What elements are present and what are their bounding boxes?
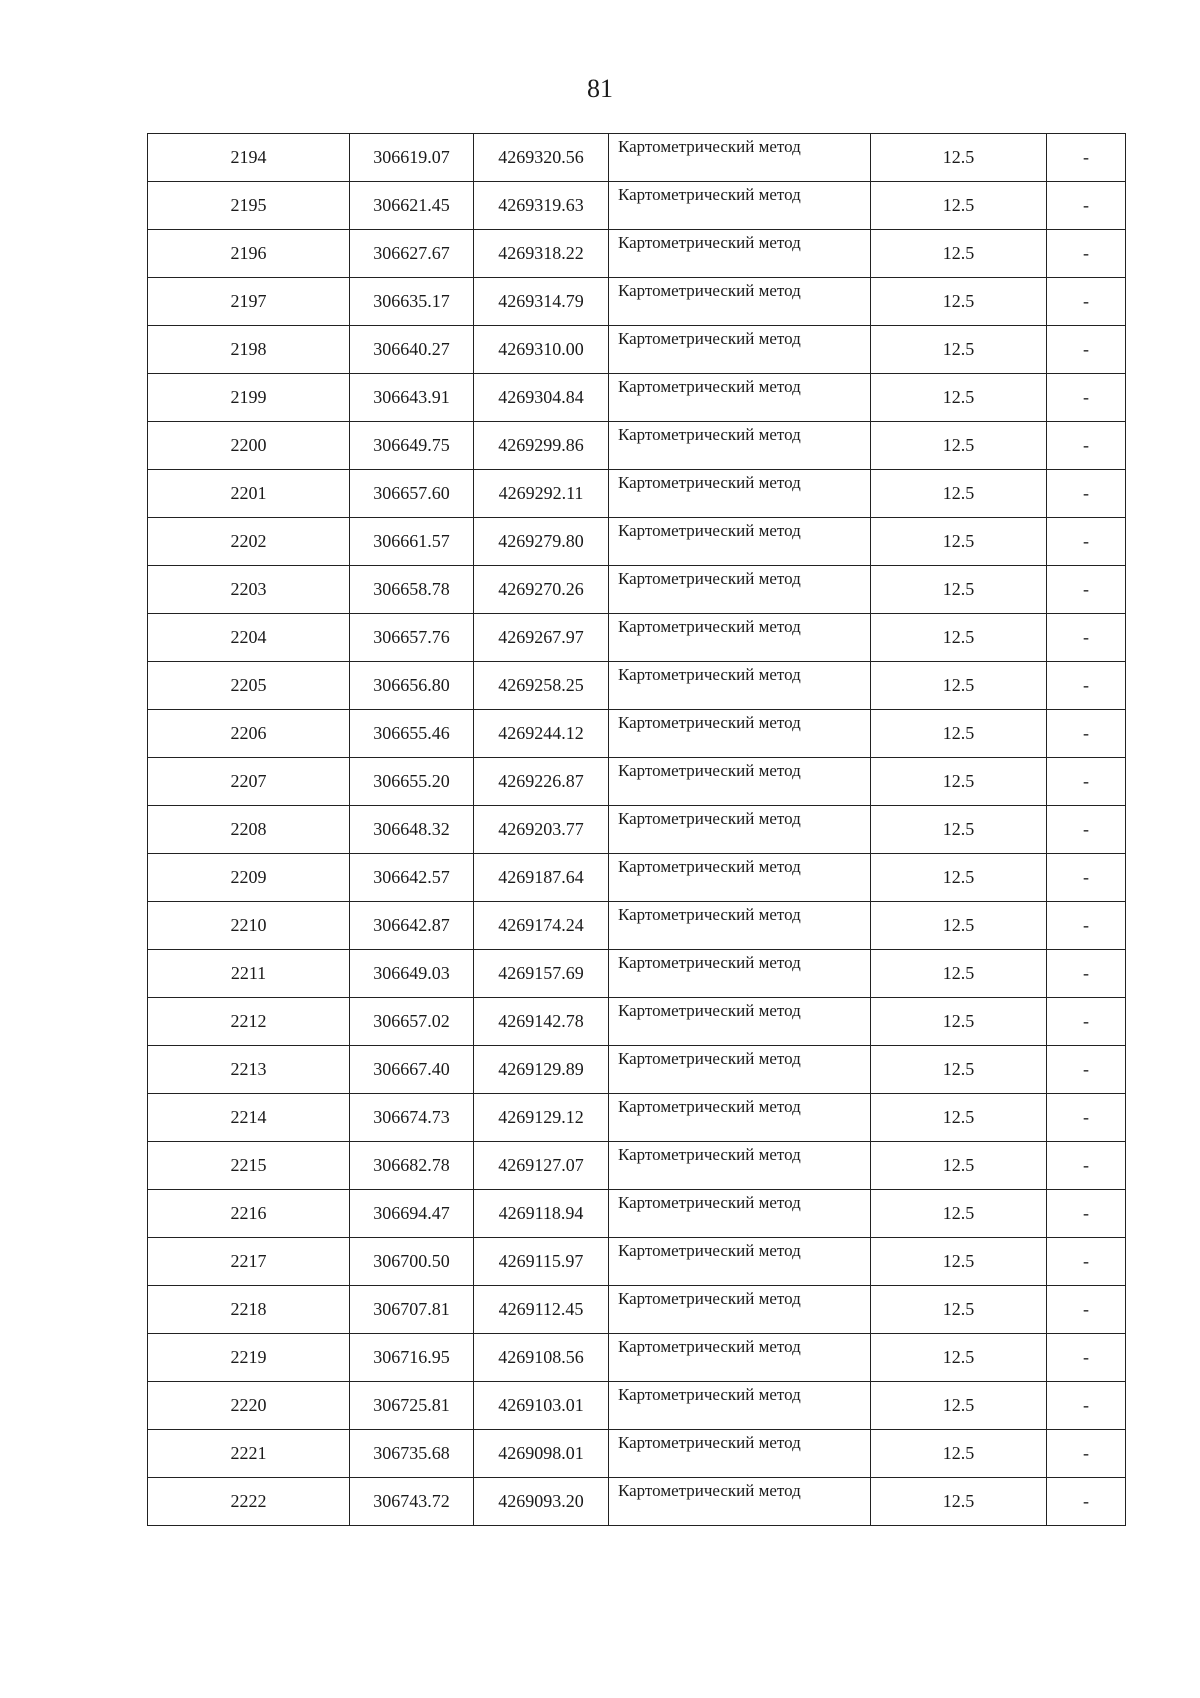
method-cell: Картометрический метод (609, 326, 871, 374)
y-coordinate-cell: 4269292.11 (474, 470, 609, 518)
accuracy-cell: 12.5 (871, 134, 1047, 182)
accuracy-cell: 12.5 (871, 422, 1047, 470)
accuracy-cell: 12.5 (871, 614, 1047, 662)
y-coordinate-cell: 4269314.79 (474, 278, 609, 326)
method-cell: Картометрический метод (609, 1478, 871, 1526)
point-number-cell: 2206 (148, 710, 350, 758)
point-number-cell: 2218 (148, 1286, 350, 1334)
y-coordinate-cell: 4269299.86 (474, 422, 609, 470)
point-number-cell: 2221 (148, 1430, 350, 1478)
x-coordinate-cell: 306716.95 (350, 1334, 474, 1382)
accuracy-cell: 12.5 (871, 758, 1047, 806)
point-number-cell: 2211 (148, 950, 350, 998)
point-number-cell: 2198 (148, 326, 350, 374)
y-coordinate-cell: 4269127.07 (474, 1142, 609, 1190)
note-cell: - (1047, 854, 1126, 902)
accuracy-cell: 12.5 (871, 470, 1047, 518)
note-cell: - (1047, 566, 1126, 614)
note-cell: - (1047, 134, 1126, 182)
note-cell: - (1047, 1382, 1126, 1430)
x-coordinate-cell: 306657.02 (350, 998, 474, 1046)
x-coordinate-cell: 306674.73 (350, 1094, 474, 1142)
method-cell: Картометрический метод (609, 1430, 871, 1478)
x-coordinate-cell: 306682.78 (350, 1142, 474, 1190)
point-number-cell: 2195 (148, 182, 350, 230)
x-coordinate-cell: 306656.80 (350, 662, 474, 710)
y-coordinate-cell: 4269129.12 (474, 1094, 609, 1142)
note-cell: - (1047, 1286, 1126, 1334)
y-coordinate-cell: 4269118.94 (474, 1190, 609, 1238)
x-coordinate-cell: 306743.72 (350, 1478, 474, 1526)
y-coordinate-cell: 4269304.84 (474, 374, 609, 422)
x-coordinate-cell: 306649.75 (350, 422, 474, 470)
accuracy-cell: 12.5 (871, 1046, 1047, 1094)
method-cell: Картометрический метод (609, 566, 871, 614)
method-cell: Картометрический метод (609, 374, 871, 422)
table-row (148, 470, 1126, 518)
method-cell: Картометрический метод (609, 1382, 871, 1430)
point-number-cell: 2213 (148, 1046, 350, 1094)
accuracy-cell: 12.5 (871, 1094, 1047, 1142)
table-row (148, 950, 1126, 998)
method-cell: Картометрический метод (609, 614, 871, 662)
note-cell: - (1047, 422, 1126, 470)
point-number-cell: 2216 (148, 1190, 350, 1238)
table-row (148, 422, 1126, 470)
note-cell: - (1047, 1046, 1126, 1094)
accuracy-cell: 12.5 (871, 1286, 1047, 1334)
x-coordinate-cell: 306700.50 (350, 1238, 474, 1286)
method-cell: Картометрический метод (609, 1046, 871, 1094)
method-cell: Картометрический метод (609, 1142, 871, 1190)
y-coordinate-cell: 4269270.26 (474, 566, 609, 614)
accuracy-cell: 12.5 (871, 518, 1047, 566)
method-cell: Картометрический метод (609, 422, 871, 470)
table-row (148, 1190, 1126, 1238)
point-number-cell: 2203 (148, 566, 350, 614)
method-cell: Картометрический метод (609, 1190, 871, 1238)
method-cell: Картометрический метод (609, 902, 871, 950)
y-coordinate-cell: 4269108.56 (474, 1334, 609, 1382)
x-coordinate-cell: 306640.27 (350, 326, 474, 374)
x-coordinate-cell: 306658.78 (350, 566, 474, 614)
method-cell: Картометрический метод (609, 854, 871, 902)
note-cell: - (1047, 662, 1126, 710)
x-coordinate-cell: 306627.67 (350, 230, 474, 278)
note-cell: - (1047, 278, 1126, 326)
y-coordinate-cell: 4269320.56 (474, 134, 609, 182)
method-cell: Картометрический метод (609, 662, 871, 710)
point-number-cell: 2220 (148, 1382, 350, 1430)
table-row (148, 1142, 1126, 1190)
note-cell: - (1047, 374, 1126, 422)
y-coordinate-cell: 4269142.78 (474, 998, 609, 1046)
table-row (148, 1094, 1126, 1142)
x-coordinate-cell: 306648.32 (350, 806, 474, 854)
note-cell: - (1047, 470, 1126, 518)
point-number-cell: 2207 (148, 758, 350, 806)
note-cell: - (1047, 758, 1126, 806)
x-coordinate-cell: 306642.57 (350, 854, 474, 902)
method-cell: Картометрический метод (609, 278, 871, 326)
accuracy-cell: 12.5 (871, 1238, 1047, 1286)
table-row (148, 326, 1126, 374)
table-body (148, 134, 1126, 1526)
table-row (148, 1478, 1126, 1526)
table-row (148, 230, 1126, 278)
method-cell: Картометрический метод (609, 758, 871, 806)
note-cell: - (1047, 902, 1126, 950)
point-number-cell: 2219 (148, 1334, 350, 1382)
point-number-cell: 2210 (148, 902, 350, 950)
note-cell: - (1047, 710, 1126, 758)
y-coordinate-cell: 4269115.97 (474, 1238, 609, 1286)
x-coordinate-cell: 306661.57 (350, 518, 474, 566)
y-coordinate-cell: 4269203.77 (474, 806, 609, 854)
accuracy-cell: 12.5 (871, 902, 1047, 950)
y-coordinate-cell: 4269279.80 (474, 518, 609, 566)
point-number-cell: 2215 (148, 1142, 350, 1190)
x-coordinate-cell: 306667.40 (350, 1046, 474, 1094)
table-row (148, 854, 1126, 902)
x-coordinate-cell: 306655.20 (350, 758, 474, 806)
note-cell: - (1047, 1238, 1126, 1286)
note-cell: - (1047, 230, 1126, 278)
note-cell: - (1047, 1142, 1126, 1190)
x-coordinate-cell: 306725.81 (350, 1382, 474, 1430)
x-coordinate-cell: 306635.17 (350, 278, 474, 326)
x-coordinate-cell: 306655.46 (350, 710, 474, 758)
x-coordinate-cell: 306735.68 (350, 1430, 474, 1478)
method-cell: Картометрический метод (609, 518, 871, 566)
accuracy-cell: 12.5 (871, 278, 1047, 326)
x-coordinate-cell: 306707.81 (350, 1286, 474, 1334)
table-row (148, 614, 1126, 662)
table-row (148, 182, 1126, 230)
note-cell: - (1047, 806, 1126, 854)
point-number-cell: 2197 (148, 278, 350, 326)
accuracy-cell: 12.5 (871, 326, 1047, 374)
table-row (148, 758, 1126, 806)
y-coordinate-cell: 4269267.97 (474, 614, 609, 662)
note-cell: - (1047, 1478, 1126, 1526)
method-cell: Картометрический метод (609, 134, 871, 182)
x-coordinate-cell: 306649.03 (350, 950, 474, 998)
point-number-cell: 2202 (148, 518, 350, 566)
x-coordinate-cell: 306657.60 (350, 470, 474, 518)
table-row (148, 1382, 1126, 1430)
method-cell: Картометрический метод (609, 182, 871, 230)
table-row (148, 902, 1126, 950)
coordinates-table (147, 133, 1126, 1526)
accuracy-cell: 12.5 (871, 1190, 1047, 1238)
y-coordinate-cell: 4269112.45 (474, 1286, 609, 1334)
method-cell: Картометрический метод (609, 1334, 871, 1382)
page-number: 81 (587, 74, 613, 103)
accuracy-cell: 12.5 (871, 374, 1047, 422)
accuracy-cell: 12.5 (871, 662, 1047, 710)
point-number-cell: 2212 (148, 998, 350, 1046)
table-row (148, 1046, 1126, 1094)
method-cell: Картометрический метод (609, 230, 871, 278)
note-cell: - (1047, 326, 1126, 374)
method-cell: Картометрический метод (609, 806, 871, 854)
accuracy-cell: 12.5 (871, 854, 1047, 902)
note-cell: - (1047, 614, 1126, 662)
y-coordinate-cell: 4269318.22 (474, 230, 609, 278)
method-cell: Картометрический метод (609, 1094, 871, 1142)
table-row (148, 566, 1126, 614)
accuracy-cell: 12.5 (871, 998, 1047, 1046)
y-coordinate-cell: 4269129.89 (474, 1046, 609, 1094)
accuracy-cell: 12.5 (871, 1478, 1047, 1526)
point-number-cell: 2214 (148, 1094, 350, 1142)
method-cell: Картометрический метод (609, 1238, 871, 1286)
y-coordinate-cell: 4269310.00 (474, 326, 609, 374)
table-row (148, 1238, 1126, 1286)
table-row (148, 710, 1126, 758)
table-row (148, 134, 1126, 182)
point-number-cell: 2209 (148, 854, 350, 902)
point-number-cell: 2200 (148, 422, 350, 470)
y-coordinate-cell: 4269187.64 (474, 854, 609, 902)
table-row (148, 518, 1126, 566)
y-coordinate-cell: 4269103.01 (474, 1382, 609, 1430)
table-row (148, 1430, 1126, 1478)
accuracy-cell: 12.5 (871, 230, 1047, 278)
table-row (148, 806, 1126, 854)
accuracy-cell: 12.5 (871, 1142, 1047, 1190)
table-row (148, 1286, 1126, 1334)
y-coordinate-cell: 4269098.01 (474, 1430, 609, 1478)
accuracy-cell: 12.5 (871, 182, 1047, 230)
x-coordinate-cell: 306619.07 (350, 134, 474, 182)
y-coordinate-cell: 4269244.12 (474, 710, 609, 758)
x-coordinate-cell: 306657.76 (350, 614, 474, 662)
method-cell: Картометрический метод (609, 1286, 871, 1334)
method-cell: Картометрический метод (609, 998, 871, 1046)
y-coordinate-cell: 4269174.24 (474, 902, 609, 950)
accuracy-cell: 12.5 (871, 1382, 1047, 1430)
x-coordinate-cell: 306694.47 (350, 1190, 474, 1238)
accuracy-cell: 12.5 (871, 806, 1047, 854)
point-number-cell: 2196 (148, 230, 350, 278)
point-number-cell: 2204 (148, 614, 350, 662)
accuracy-cell: 12.5 (871, 1334, 1047, 1382)
method-cell: Картометрический метод (609, 710, 871, 758)
point-number-cell: 2201 (148, 470, 350, 518)
note-cell: - (1047, 518, 1126, 566)
note-cell: - (1047, 182, 1126, 230)
method-cell: Картометрический метод (609, 950, 871, 998)
table-row (148, 374, 1126, 422)
y-coordinate-cell: 4269258.25 (474, 662, 609, 710)
note-cell: - (1047, 1430, 1126, 1478)
table-row (148, 1334, 1126, 1382)
note-cell: - (1047, 1334, 1126, 1382)
point-number-cell: 2199 (148, 374, 350, 422)
point-number-cell: 2217 (148, 1238, 350, 1286)
x-coordinate-cell: 306621.45 (350, 182, 474, 230)
note-cell: - (1047, 998, 1126, 1046)
y-coordinate-cell: 4269226.87 (474, 758, 609, 806)
point-number-cell: 2208 (148, 806, 350, 854)
point-number-cell: 2194 (148, 134, 350, 182)
point-number-cell: 2222 (148, 1478, 350, 1526)
table-row (148, 662, 1126, 710)
table-row (148, 278, 1126, 326)
y-coordinate-cell: 4269157.69 (474, 950, 609, 998)
accuracy-cell: 12.5 (871, 566, 1047, 614)
y-coordinate-cell: 4269093.20 (474, 1478, 609, 1526)
point-number-cell: 2205 (148, 662, 350, 710)
note-cell: - (1047, 1190, 1126, 1238)
x-coordinate-cell: 306643.91 (350, 374, 474, 422)
table-row (148, 998, 1126, 1046)
x-coordinate-cell: 306642.87 (350, 902, 474, 950)
accuracy-cell: 12.5 (871, 1430, 1047, 1478)
note-cell: - (1047, 950, 1126, 998)
method-cell: Картометрический метод (609, 470, 871, 518)
accuracy-cell: 12.5 (871, 950, 1047, 998)
accuracy-cell: 12.5 (871, 710, 1047, 758)
note-cell: - (1047, 1094, 1126, 1142)
y-coordinate-cell: 4269319.63 (474, 182, 609, 230)
